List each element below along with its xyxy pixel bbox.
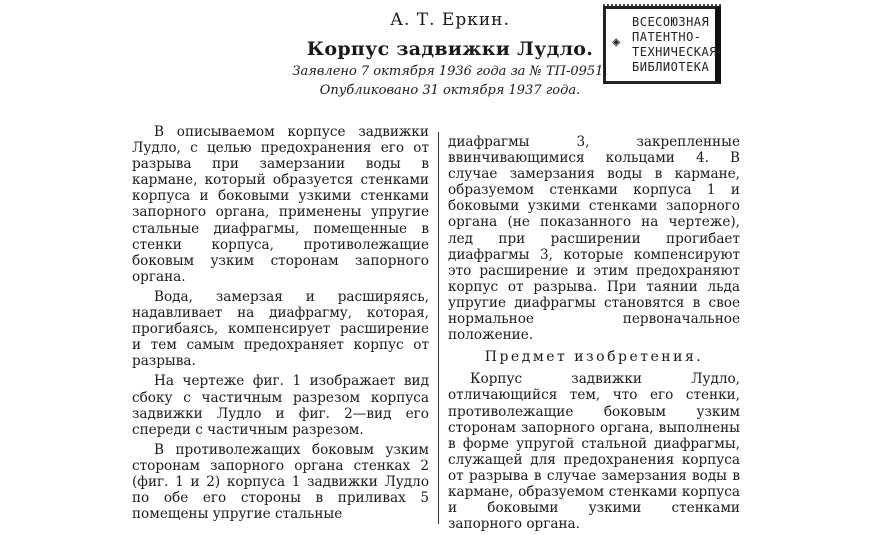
document-header	[270, 8, 630, 98]
filing-date: Заявлено 7 октября 1936 года за № ТП-0951.	[292, 64, 608, 79]
body-paragraph: В противолежащих боковым узким сторонам запорного органа стенках 2 (фиг. 1 и 2) корпуса 1 задвижки Лудло по обе его стороны в приливах 5 помещены упругие стальные	[132, 441, 429, 523]
section-heading: Предмет изобретения.	[484, 349, 704, 366]
stamp-line: ПАТЕНТНО-	[632, 30, 702, 44]
column-divider	[438, 132, 439, 524]
body-paragraph: диафрагмы 3, закрепленные ввинчивающимися кольцами 4. В случае замерзания воды в кармане, образуемом стенками корпуса 1 и боковыми узкими стенками запорного органа (не показанного на чертеже), лед при расширении прогибает диафрагмы 3, которые компенсируют это расширение и этим предохраняют корпус от разрыва. При таянии льда упругие диафрагмы становятся в свое нормальное первоначальное положение.	[448, 134, 740, 344]
document-title: Корпус задвижки Лудло.	[306, 38, 594, 60]
author-name: А. Т. Еркин.	[390, 10, 510, 30]
stamp-line: ТЕХНИЧЕСКАЯ	[632, 45, 717, 59]
body-paragraph: В описываемом корпусе задвижки Лудло, с целью предохранения его от разрыва при замерзании воды в кармане, который образуется стенками корпуса и боковыми узкими стенками запорного органа, применены упругие стальные диафрагмы, помещенные в стенки корпуса, противолежащие боковым узким сторонам запорного органа.	[132, 124, 429, 285]
library-stamp	[603, 6, 721, 84]
body-paragraph: Вода, замерзая и расширяясь, надавливает на диафрагму, которая, прогибаясь, компенсирует расширение и тем самым предохраняет корпус от разрыва.	[132, 288, 429, 370]
claim-paragraph: Корпус задвижки Лудло, отличающийся тем, что его стенки, противолежащие боковым узким сторонам запорного органа, выполнены в форме упругой стальной диафрагмы, служащей для предохранения корпуса от разрыва в случае замерзания воды в кармане, образуемом стенками корпуса и боковыми узкими стенками запорного органа.	[448, 371, 740, 533]
left-column	[132, 124, 429, 522]
body-paragraph: На чертеже фиг. 1 изображает вид сбоку с частичным разрезом корпуса задвижки Лудло и фиг. 2—вид его спереди с частичным разрезом.	[132, 373, 429, 438]
right-column	[448, 134, 740, 532]
stamp-line: БИБЛИОТЕКА	[632, 60, 710, 74]
diamond-arrow-icon: ◈	[612, 34, 621, 50]
stamp-line: ВСЕСОЮЗНАЯ	[632, 15, 710, 29]
publication-date: Опубликовано 31 октября 1937 года.	[319, 83, 581, 98]
